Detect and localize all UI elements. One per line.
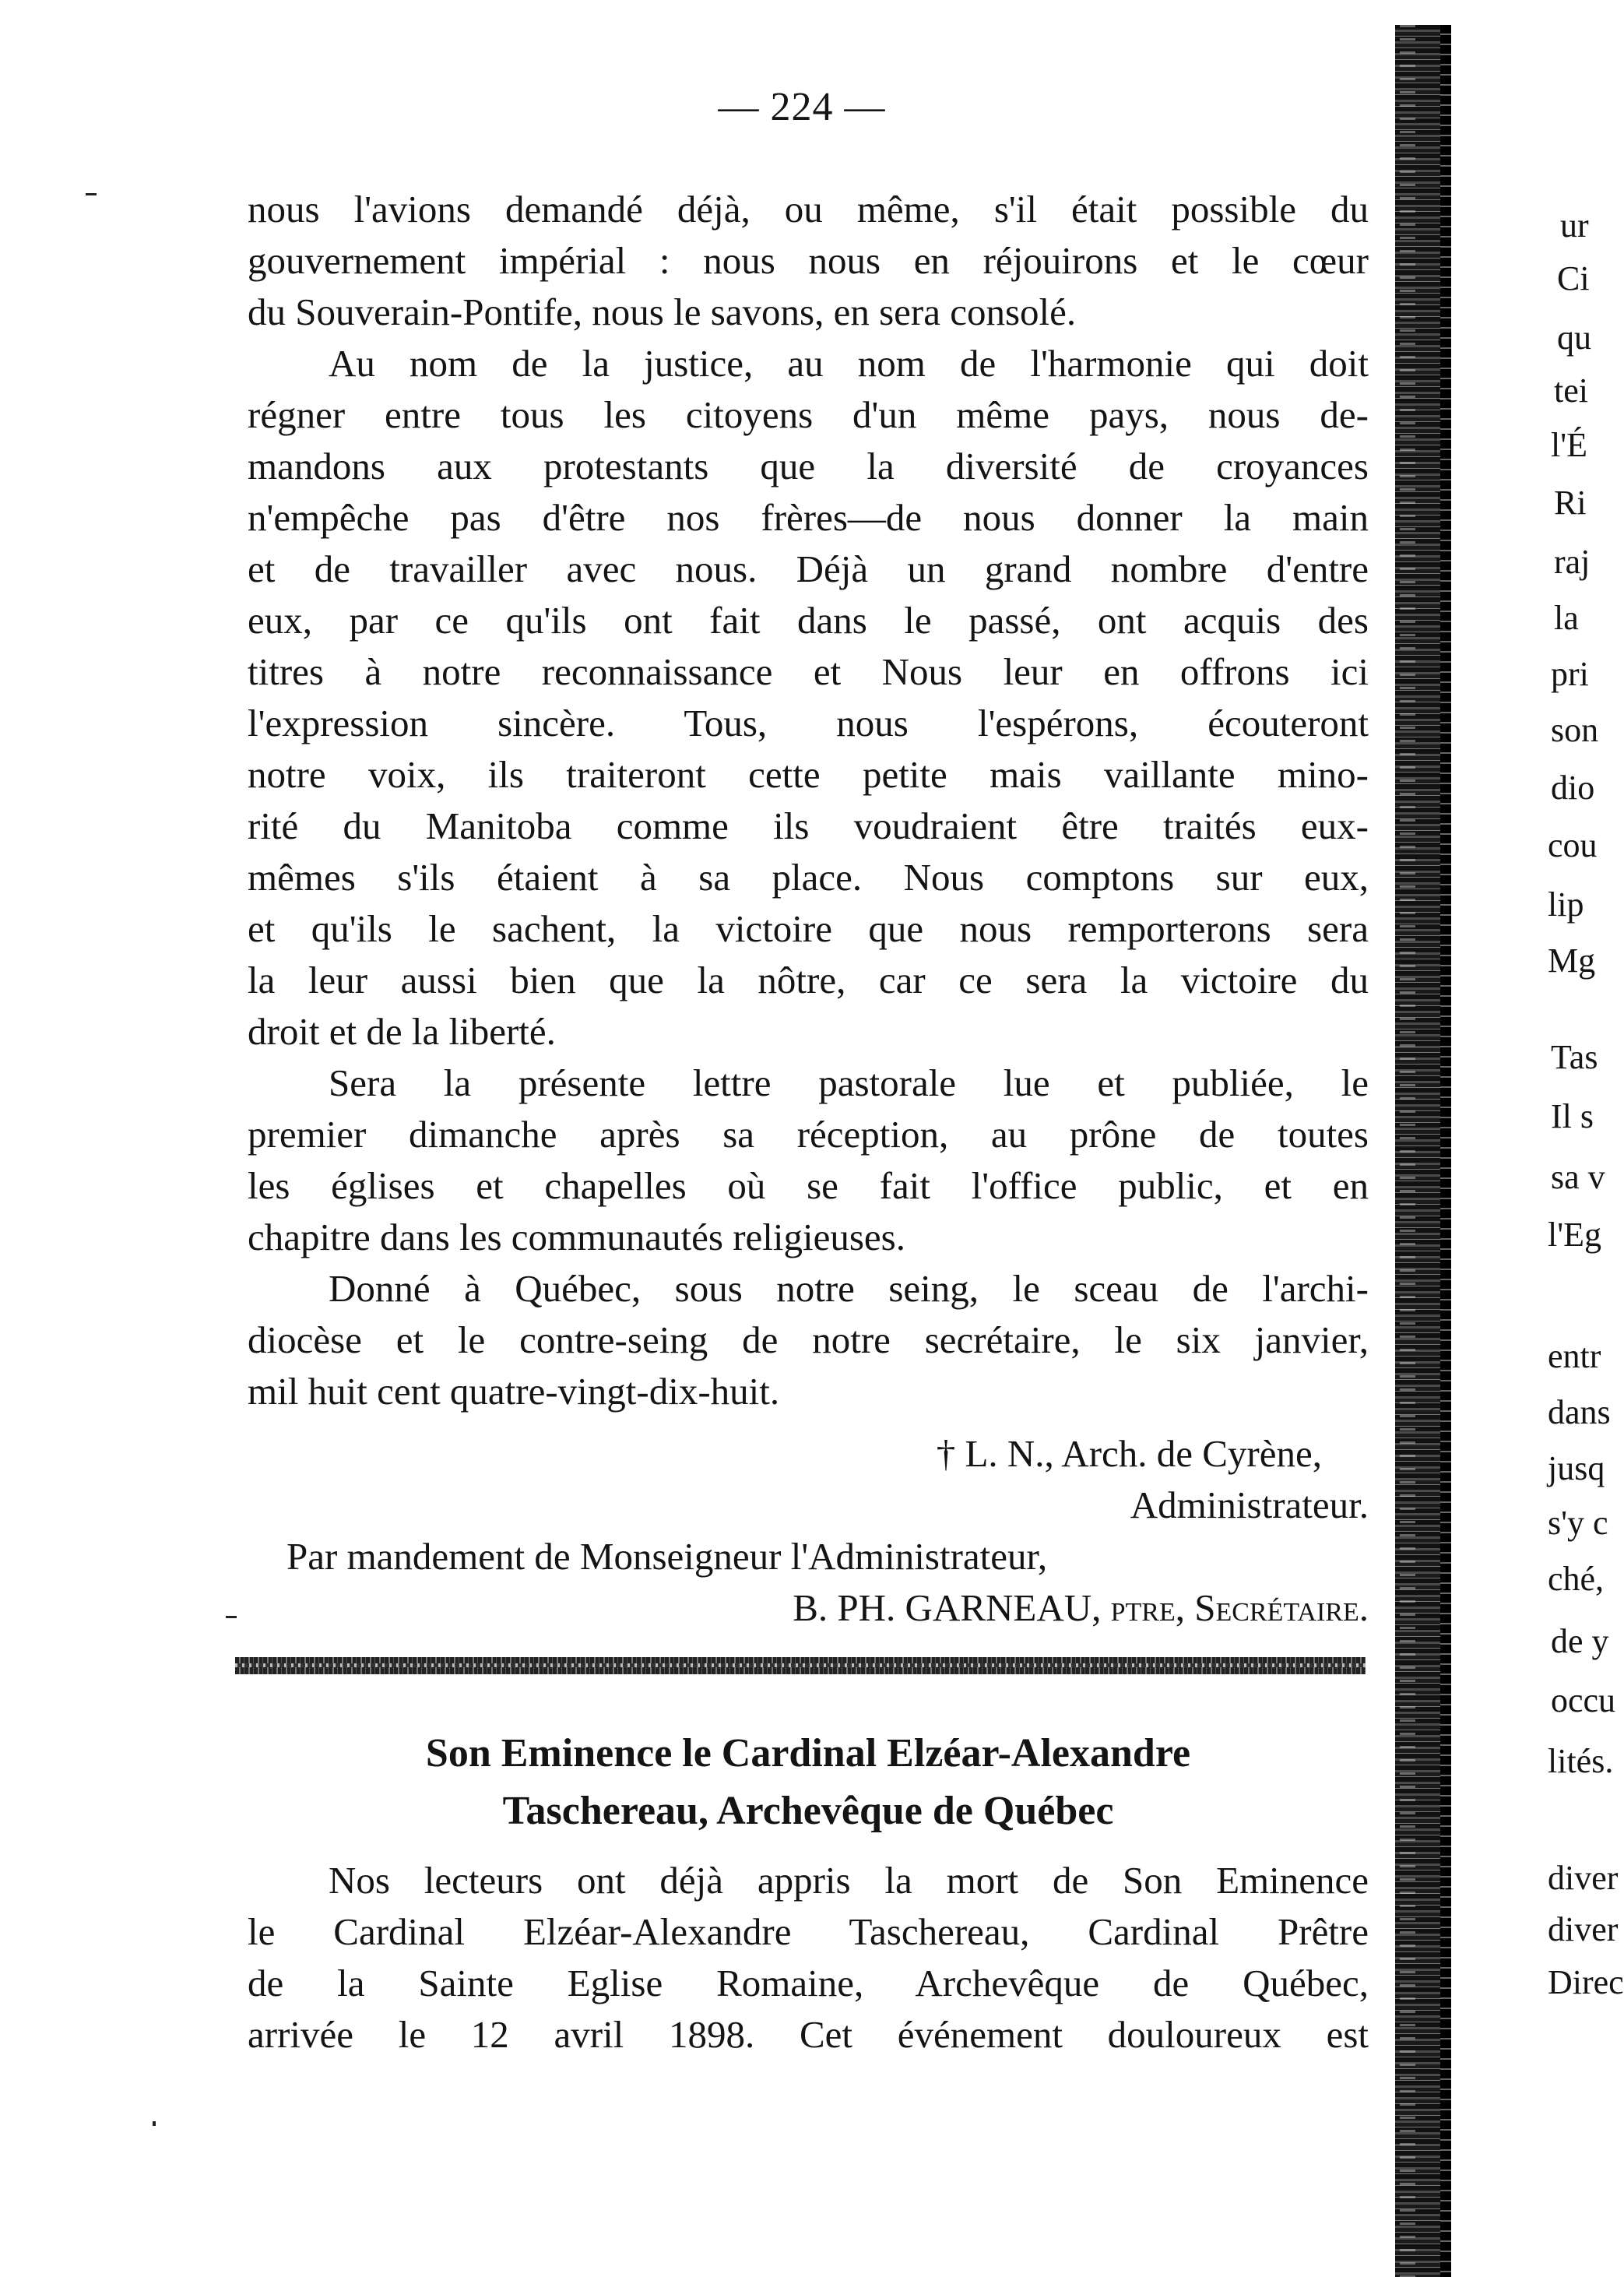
text-line: Au nom de la justice, au nom de l'harmonie qui doit xyxy=(329,342,1369,385)
page-number: — 224 — xyxy=(718,85,886,129)
text-line: eux, par ce qu'ils ont fait dans le passé, ont acquis des xyxy=(248,599,1369,642)
facing-page-fragment: l'Eg xyxy=(1548,1216,1602,1254)
facing-page-fragment: l'É xyxy=(1551,426,1588,464)
facing-page-fragment: diver xyxy=(1548,1859,1619,1897)
facing-page-fragment: jusq xyxy=(1548,1449,1605,1487)
facing-page-fragment: entr xyxy=(1548,1337,1601,1375)
text-line: diocèse et le contre-seing de notre secrétaire, le six janvier, xyxy=(248,1318,1369,1361)
text-line: régner entre tous les citoyens d'un même pays, nous de- xyxy=(248,393,1369,436)
text-line: et qu'ils le sachent, la victoire que nous remporterons sera xyxy=(248,907,1369,950)
facing-page-fragment: la xyxy=(1554,599,1579,637)
section-divider xyxy=(235,1657,1366,1674)
facing-page-fragment: cou xyxy=(1548,826,1598,864)
facing-page-fragment: raj xyxy=(1554,543,1591,581)
text-line: gouvernement impérial : nous nous en réjouirons et le cœur xyxy=(248,239,1369,282)
text-line: Donné à Québec, sous notre seing, le sceau de l'archi- xyxy=(329,1267,1369,1310)
facing-page-fragment: qu xyxy=(1557,318,1591,357)
text-line: mil huit cent quatre-vingt-dix-huit. xyxy=(248,1370,780,1413)
facing-page-fragment: Ci xyxy=(1557,259,1590,297)
facing-page-fragment: dans xyxy=(1548,1393,1611,1431)
article-line: Nos lecteurs ont déjà appris la mort de Son Eminence xyxy=(329,1859,1369,1902)
signature-line: † L. N., Arch. de Cyrène, xyxy=(936,1432,1322,1475)
text-line: nous l'avions demandé déjà, ou même, s'il était possible du xyxy=(248,188,1369,231)
text-line: notre voix, ils traiteront cette petite mais vaillante mino- xyxy=(248,753,1369,796)
text-line: l'expression sincère. Tous, nous l'espérons, écouteront xyxy=(248,702,1369,744)
secretary-name: H. GARNEAU, ptre, Secrétaire. xyxy=(858,1586,1369,1629)
facing-page-fragment: ché, xyxy=(1548,1560,1605,1598)
facing-page-fragment: pri xyxy=(1551,655,1589,693)
facing-page-fragment: occu xyxy=(1551,1681,1616,1719)
secretary-initials: B. P xyxy=(793,1586,859,1629)
text-line: les églises et chapelles où se fait l'office public, et en xyxy=(248,1164,1369,1207)
text-line: chapitre dans les communautés religieuses. xyxy=(248,1216,905,1258)
facing-page-fragment: lités. xyxy=(1548,1742,1614,1780)
text-line: droit et de la liberté. xyxy=(248,1010,556,1053)
scan-speck xyxy=(226,1616,237,1618)
article-title-cont: Taschereau, Archevêque de Québec xyxy=(502,1789,1114,1833)
article-line: de la Sainte Eglise Romaine, Archevêque de Québec, xyxy=(248,1962,1369,2004)
facing-page-fragment: Il s xyxy=(1551,1097,1594,1135)
article-line: le Cardinal Elzéar-Alexandre Taschereau, Cardinal Prêtre xyxy=(248,1910,1369,1953)
text-line: et de travailler avec nous. Déjà un grand nombre d'entre xyxy=(248,547,1369,590)
facing-page-fragment: son xyxy=(1551,711,1599,749)
facing-page-fragment: dio xyxy=(1551,769,1595,807)
mandement-line: Par mandement de Monseigneur l'Administrateur, xyxy=(286,1535,1048,1578)
facing-page-fragment: lip xyxy=(1548,885,1584,924)
text-line: du Souverain-Pontife, nous le savons, en sera consolé. xyxy=(248,290,1077,333)
facing-page-fragment: Ri xyxy=(1554,484,1587,522)
text-line: rité du Manitoba comme ils voudraient être traités eux- xyxy=(248,804,1369,847)
facing-page-fragment: diver xyxy=(1548,1910,1619,1948)
facing-page-fragment: Direc xyxy=(1548,1963,1624,2001)
facing-page-fragment: Tas xyxy=(1551,1038,1598,1076)
facing-page-fragment: ur xyxy=(1560,206,1589,245)
facing-page-fragment: Mg xyxy=(1548,941,1596,980)
facing-page-fragment: s'y c xyxy=(1548,1504,1608,1542)
facing-page-fragment: de y xyxy=(1551,1622,1609,1660)
article-line: arrivée le 12 avril 1898. Cet événement douloureux est xyxy=(248,2013,1369,2056)
text-line: la leur aussi bien que la nôtre, car ce sera la victoire du xyxy=(248,959,1369,1001)
text-line: mandons aux protestants que la diversité de croyances xyxy=(248,445,1369,487)
text-line: titres à notre reconnaissance et Nous leur en offrons ici xyxy=(248,650,1369,693)
signature-title: Administrateur. xyxy=(1130,1483,1369,1526)
facing-page-fragment: sa v xyxy=(1551,1158,1605,1196)
scan-speck xyxy=(86,193,97,195)
article-title: Son Eminence le Cardinal Elzéar-Alexandre xyxy=(425,1731,1191,1775)
facing-page-fragment: tei xyxy=(1554,371,1588,410)
text-line: n'empêche pas d'être nos frères—de nous donner la main xyxy=(248,496,1369,539)
secretary-line xyxy=(248,1582,1369,1634)
book-gutter xyxy=(1395,25,1451,2277)
text-line: premier dimanche après sa réception, au prône de toutes xyxy=(248,1113,1369,1156)
text-line: mêmes s'ils étaient à sa place. Nous comptons sur eux, xyxy=(248,856,1369,899)
text-line: Sera la présente lettre pastorale lue et publiée, le xyxy=(329,1061,1369,1104)
scan-speck xyxy=(153,2121,156,2126)
